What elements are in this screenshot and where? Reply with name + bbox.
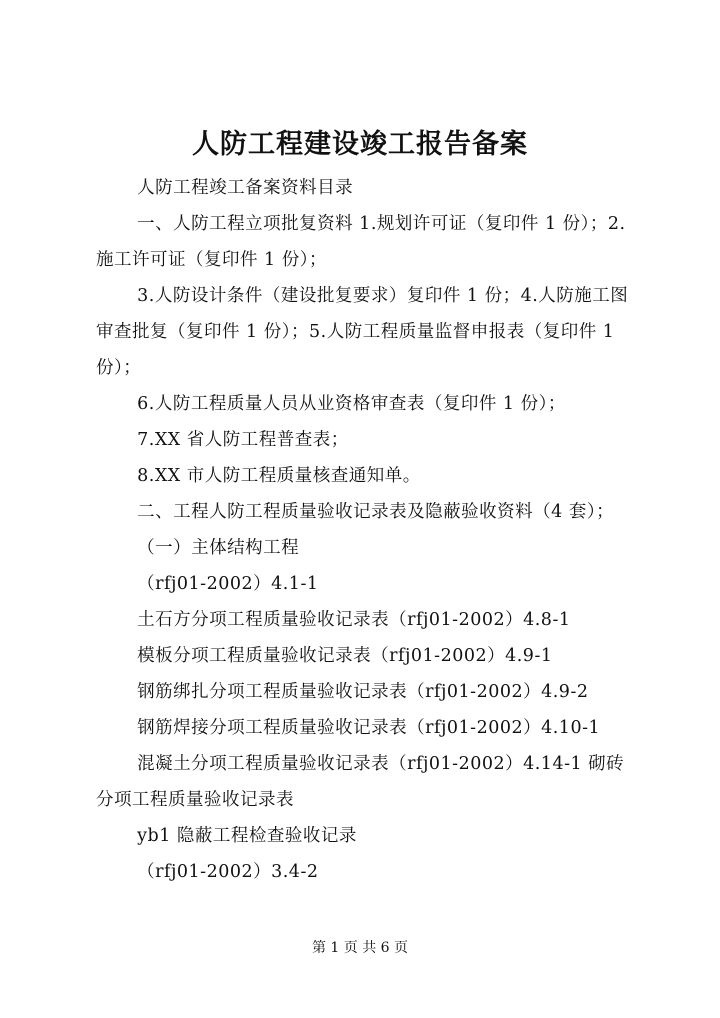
paragraph-code-3-4-2: （rfj01-2002）3.4-2 bbox=[137, 862, 319, 882]
paragraph-subsection-main-structure: （一）主体结构工程 bbox=[137, 538, 300, 558]
paragraph-catalog-heading: 人防工程竣工备案资料目录 bbox=[137, 178, 354, 198]
paragraph-concrete-record: 混凝土分项工程质量验收记录表（rfj01-2002）4.14-1 砌砖分项工程质量验收记录表 bbox=[96, 754, 625, 810]
document-title: 人防工程建设竣工报告备案 bbox=[192, 129, 528, 160]
paragraph-earthwork-record: 土石方分项工程质量验收记录表（rfj01-2002）4.8-1 bbox=[137, 610, 571, 630]
paragraph-rebar-welding-record: 钢筋焊接分项工程质量验收记录表（rfj01-2002）4.10-1 bbox=[137, 718, 601, 738]
document-body bbox=[96, 170, 636, 890]
paragraph-item-6: 6.人防工程质量人员从业资格审查表（复印件 1 份）； bbox=[137, 394, 566, 414]
page-number-footer: 第 1 页 共 6 页 bbox=[311, 940, 409, 956]
paragraph-section-two: 二、工程人防工程质量验收记录表及隐蔽验收资料（4 套）； bbox=[137, 502, 615, 522]
paragraph-section-one: 一、人防工程立项批复资料 1.规划许可证（复印件 1 份）；2.施工许可证（复印件 1 份）； bbox=[96, 214, 626, 270]
paragraph-rebar-binding-record: 钢筋绑扎分项工程质量验收记录表（rfj01-2002）4.9-2 bbox=[137, 682, 589, 702]
paragraph-items-3-5: 3.人防设计条件（建设批复要求）复印件 1 份；4.人防施工图审查批复（复印件 1 份）；5.人防工程质量监督申报表（复印件 1 份）； bbox=[96, 286, 629, 378]
paragraph-concealed-inspection: yb1 隐蔽工程检查验收记录 bbox=[137, 826, 357, 846]
paragraph-formwork-record: 模板分项工程质量验收记录表（rfj01-2002）4.9-1 bbox=[137, 646, 553, 666]
paragraph-code-4-1-1: （rfj01-2002）4.1-1 bbox=[137, 574, 319, 594]
paragraph-item-8: 8.XX 市人防工程质量核查通知单。 bbox=[137, 466, 421, 486]
paragraph-item-7: 7.XX 省人防工程普查表； bbox=[137, 430, 349, 450]
